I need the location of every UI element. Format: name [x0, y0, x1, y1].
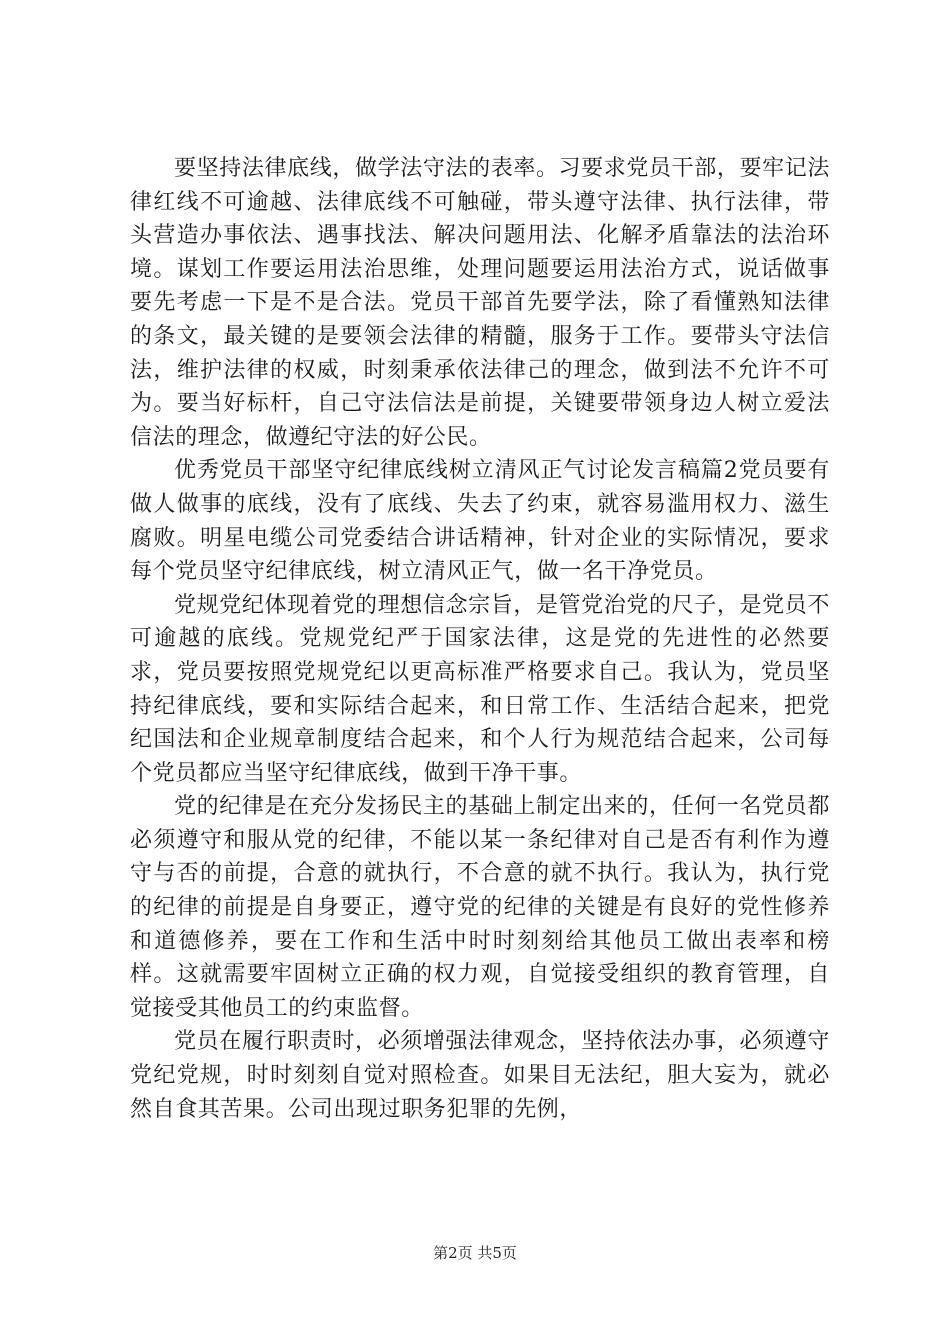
paragraph-1: 要坚持法律底线，做学法守法的表率。习要求党员干部，要牢记法律红线不可逾越、法律底线不可触碰，带头遵守法律、执行法律，带头营造办事依法、遇事找法、解决问题用法、化解矛盾靠法的法治环境。谋划工作要运用法治思维，处理问题要运用法治方式，说话做事要先考虑一下是不是合法。党员干部首先要学法，除了看懂熟知法律的条文，最关键的是要领会法律的精髓，服务于工作。要带头守法信法，维护法律的权威，时刻秉承依法律己的理念，做到法不允许不可为。要当好标杆，自己守法信法是前提，关键要带领身边人树立爱法信法的理念，做遵纪守法的好公民。 [130, 156, 830, 450]
paragraph-2: 优秀党员干部坚守纪律底线树立清风正气讨论发言稿篇2党员要有做人做事的底线，没有了底线、失去了约束，就容易滥用权力、滋生腐败。明星电缆公司党委结合讲话精神，针对企业的实际情况，要求每个党员坚守纪律底线，树立清风正气，做一名干净党员。 [130, 458, 830, 585]
document-body [130, 152, 830, 1126]
paragraph-4: 党的纪律是在充分发扬民主的基础上制定出来的，任何一名党员都必须遵守和服从党的纪律，不能以某一条纪律对自己是否有利作为遵守与否的前提，合意的就执行，不合意的就不执行。我认为，执行党的纪律的前提是自身要正，遵守党的纪律的关键是有良好的党性修养和道德修养，要在工作和生活中时时刻刻给其他员工做出表率和榜样。这就需要牢固树立正确的权力观，自觉接受组织的教育管理，自觉接受其他员工的约束监督。 [130, 794, 830, 1021]
paragraph-5: 党员在履行职责时，必须增强法律观念，坚持依法办事，必须遵守党纪党规，时时刻刻自觉对照检查。如果目无法纪，胆大妄为，就必然自食其苦果。公司出现过职务犯罪的先例， [130, 1029, 830, 1122]
paragraph-3: 党规党纪体现着党的理想信念宗旨，是管党治党的尺子，是党员不可逾越的底线。党规党纪严于国家法律，这是党的先进性的必然要求，党员要按照党规党纪以更高标准严格要求自己。我认为，党员坚持纪律底线，要和实际结合起来，和日常工作、生活结合起来，把党纪国法和企业规章制度结合起来，和个人行为规范结合起来，公司每个党员都应当坚守纪律底线，做到干净干事。 [130, 592, 830, 786]
page-footer: 第2页 共5页 [433, 1244, 517, 1262]
